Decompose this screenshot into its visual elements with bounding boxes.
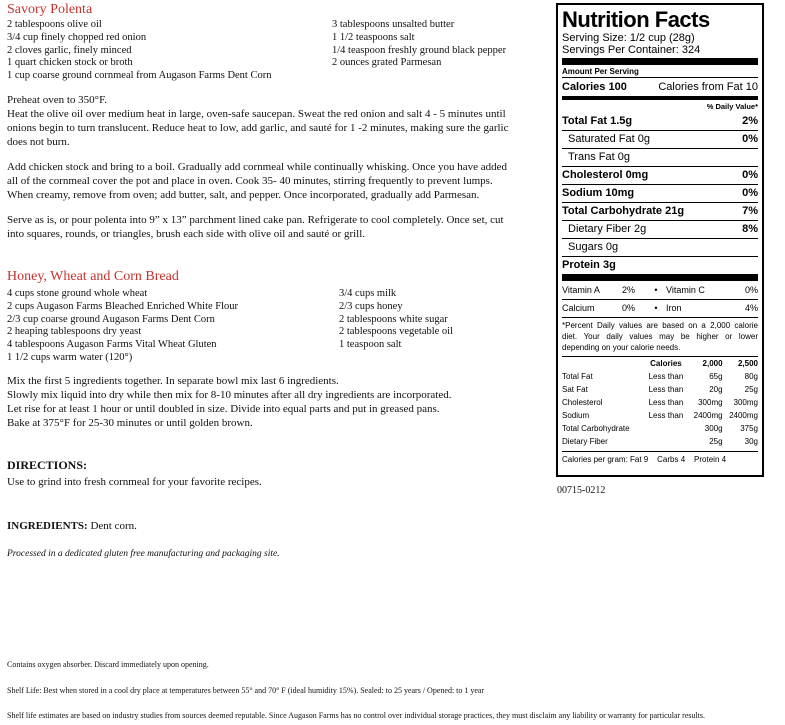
nutrient-label: Saturated Fat 0g [568, 133, 650, 145]
table-cell: Cholesterol [562, 398, 603, 407]
vitamin-rows [562, 282, 758, 317]
bullet: • [654, 303, 658, 313]
table-cell: 65g [709, 372, 723, 381]
vitamin-name: Iron [666, 303, 682, 313]
nutrient-dv: 2% [742, 115, 758, 127]
nutrient-label: Total Fat 1.5g [562, 115, 633, 127]
ingredient-item: 2 cups Augason Farms Bleached Enriched White Flour [7, 300, 239, 312]
vitamin-name: Vitamin C [666, 285, 705, 295]
ingredient-item: 2 heaping tablespoons dry yeast [7, 326, 142, 338]
table-cell: 25g [744, 385, 758, 394]
table-row [562, 422, 758, 435]
ingredient-item: 1 quart chicken stock or broth [7, 57, 133, 69]
serving-size: Serving Size: 1/2 cup (28g) [562, 32, 695, 44]
ingredient-item: 3/4 cup finely chopped red onion [7, 31, 147, 43]
vitamin-value: 0% [622, 303, 636, 313]
ingredient-item: 2 cloves garlic, finely minced [7, 44, 132, 56]
nutrition-facts-panel [556, 3, 764, 477]
table-cell: 300mg [698, 398, 723, 407]
ingredient-item: 4 cups stone ground whole wheat [7, 288, 148, 299]
table-cell: Less than [648, 372, 684, 381]
bread-step: Mix the first 5 ingredients together. In separate bowl mix last 6 ingredients. [7, 375, 339, 387]
table-cell: Total Fat [562, 372, 593, 381]
nutrient-label: Total Carbohydrate 21g [562, 205, 685, 217]
amount-per-serving: Amount Per Serving [562, 67, 639, 76]
table-cell: 80g [744, 372, 758, 381]
bullet: • [654, 285, 658, 295]
bread-step: Bake at 375°F for 25-30 minutes or until golden brown. [7, 417, 253, 429]
vitamin-value: 2% [622, 285, 636, 295]
calories-from-fat: Calories from Fat 10 [658, 81, 758, 93]
polenta-instructions [7, 93, 517, 241]
table-cell: 375g [740, 424, 758, 433]
vitamin-value: 0% [744, 285, 758, 295]
ingredients-line [7, 520, 137, 532]
servings-per-container: Servings Per Container: 324 [562, 44, 701, 56]
nutrient-label: Cholesterol 0mg [562, 169, 649, 181]
vitamin-value: 4% [744, 303, 758, 313]
nutrient-dv: 0% [742, 133, 758, 145]
table-cell: 2400mg [729, 411, 758, 420]
nutrient-label: Protein 3g [562, 259, 616, 271]
table-cell: 300mg [733, 398, 758, 407]
bread-step: Let rise for at least 1 hour or until doubled in size. Divide into equal parts and put in greased pans. [7, 403, 440, 415]
nutrient-row [562, 184, 758, 202]
nutrient-dv: 0% [742, 169, 758, 181]
table-row [562, 435, 758, 448]
product-code: 00715-0212 [557, 485, 606, 496]
ingredient-item: 2 tablespoons white sugar [339, 313, 448, 325]
ingredients-heading: INGREDIENTS: [7, 520, 88, 532]
polenta-step-4: Serve as is, or pour polenta into 9” x 13” parchment lined cake pan. Refrigerate to cool completely. Once set, cut into squares, rounds, or triangles, brush each side with olive oil and sauté or grill. [7, 214, 504, 240]
table-cell [645, 422, 687, 435]
divider [562, 58, 758, 65]
shelf-life: Shelf Life: Best when stored in a cool dry place at temperatures between 55° and 70° F (ideal humidity 15%). Sealed: to 25 years / Opened: to 1 year [7, 686, 485, 695]
processed-note: Processed in a dedicated gluten free manufacturing and packaging site. [7, 549, 280, 559]
table-cell: Sodium [562, 411, 590, 420]
polenta-step-1: Preheat oven to 350°F. [7, 94, 108, 106]
ingredient-item: 3 tablespoons unsalted butter [332, 19, 455, 30]
nutrient-row [562, 113, 758, 130]
table-row [562, 370, 758, 383]
table-cell [645, 435, 687, 448]
ingredient-item: 1 cup coarse ground cornmeal from Augason Farms Dent Corn [7, 70, 272, 82]
nutrient-row [562, 220, 758, 238]
bread-ingredients-left [7, 288, 327, 365]
table-row [562, 409, 758, 422]
disclaimer: Shelf life estimates are based on industry studies from sources deemed reputable. Since Augason Farms has no control over individual storage practices, they must disclaim any liability or warranty for particular results. [7, 711, 706, 720]
ingredient-item: 1 1/2 cups warm water (120°) [7, 351, 133, 363]
polenta-step-3: Add chicken stock and bring to a boil. Gradually add cornmeal while continually whisking. Once you have added all of the cornmeal cover the pot and place in oven. Cook 35- 40 minutes, stirring frequently to prevent lumps. When creamy, remove from oven; add butter, salt, and pepper. Once incorporated, gradually add Parmesan. [7, 161, 508, 201]
nutrient-label: Sodium 10mg [562, 187, 635, 199]
directions-text: Use to grind into fresh cornmeal for your favorite recipes. [7, 476, 262, 488]
table-cell: 20g [709, 385, 723, 394]
daily-value-header: % Daily Value* [706, 102, 758, 111]
table-cell: 25g [709, 437, 723, 446]
vitamin-name: Calcium [562, 303, 595, 313]
ingredient-item: 3/4 cups milk [339, 288, 397, 299]
ingredient-item: 2/3 cups honey [339, 300, 403, 312]
nutrient-row [562, 148, 758, 166]
nutrient-label: Sugars 0g [568, 241, 619, 253]
table-cell: 300g [704, 424, 723, 433]
nutrient-dv: 0% [742, 187, 758, 199]
vitamin-row [562, 299, 758, 317]
table-cell: Dietary Fiber [562, 437, 608, 446]
table-cell: 30g [744, 437, 758, 446]
table-cell: Less than [648, 385, 684, 394]
ingredient-item: 2 tablespoons vegetable oil [339, 326, 454, 338]
footnote: *Percent Daily values are based on a 2,000 calorie diet. Your daily values may be higher or lower depending on your calorie needs. [562, 321, 758, 352]
ingredient-item: 1 teaspoon salt [339, 339, 402, 351]
nutrient-row [562, 202, 758, 220]
bread-instructions [7, 374, 527, 430]
bread-step: Slowly mix liquid into dry while then mix for 8-10 minutes after all dry ingredients are incorporated. [7, 389, 452, 401]
daily-value-table [562, 357, 758, 448]
table-header-cell: 2,000 [702, 359, 723, 368]
ingredient-item: 1 1/2 teaspoons salt [332, 31, 415, 43]
ingredient-item: 2/3 cup coarse ground Augason Farms Dent Corn [7, 313, 215, 325]
ingredient-item: 2 ounces grated Parmesan [332, 57, 442, 69]
oxygen-note: Contains oxygen absorber. Discard immediately upon opening. [7, 660, 209, 669]
ingredient-item: 4 tablespoons Augason Farms Vital Wheat Gluten [7, 339, 217, 351]
table-row [562, 396, 758, 409]
table-cell: Less than [648, 411, 684, 420]
nutrient-label: Dietary Fiber 2g [568, 223, 647, 235]
nutrition-title: Nutrition Facts [562, 7, 710, 32]
nutrient-row [562, 130, 758, 148]
calories-row [562, 78, 758, 96]
table-header-cell: 2,500 [737, 359, 758, 368]
table-cell: Less than [648, 398, 684, 407]
table-header-cell [562, 357, 645, 370]
nutrient-dv: 7% [742, 205, 758, 217]
nutrient-row [562, 256, 758, 274]
ingredient-item: 2 tablespoons olive oil [7, 19, 102, 30]
polenta-title: Savory Polenta [7, 2, 93, 17]
vitamin-row [562, 282, 758, 299]
table-cell: 2400mg [693, 411, 723, 420]
polenta-ingredients-left [7, 19, 327, 83]
ingredients-text: Dent corn. [90, 520, 137, 532]
table-cell: Total Carbohydrate [562, 424, 630, 433]
nutrient-label: Trans Fat 0g [568, 151, 630, 163]
vitamin-name: Vitamin A [562, 285, 600, 295]
table-cell: Sat Fat [562, 385, 588, 394]
nutrient-rows [562, 113, 758, 274]
table-row [562, 383, 758, 396]
calories: Calories 100 [562, 81, 627, 93]
bread-ingredients-right [339, 288, 549, 352]
calories-per-gram: Calories per gram: Fat 9 Carbs 4 Protein 4 [562, 455, 727, 464]
ingredient-item: 1/4 teaspoon freshly ground black pepper [332, 44, 507, 56]
directions-heading: DIRECTIONS: [7, 458, 88, 472]
table-header-cell: Calories [650, 359, 682, 368]
bread-title: Honey, Wheat and Corn Bread [7, 269, 179, 284]
nutrient-dv: 8% [742, 223, 758, 235]
polenta-ingredients-right [332, 19, 552, 70]
nutrient-row [562, 166, 758, 184]
polenta-step-2: Heat the olive oil over medium heat in large, oven-safe saucepan. Sweat the red onion and salt 4 - 5 minutes until onions begin to turn translucent. Reduce heat to low, add garlic, and sauté for 1 -2 minutes, making sure the garlic does not burn. [7, 108, 509, 148]
nutrient-row [562, 238, 758, 256]
